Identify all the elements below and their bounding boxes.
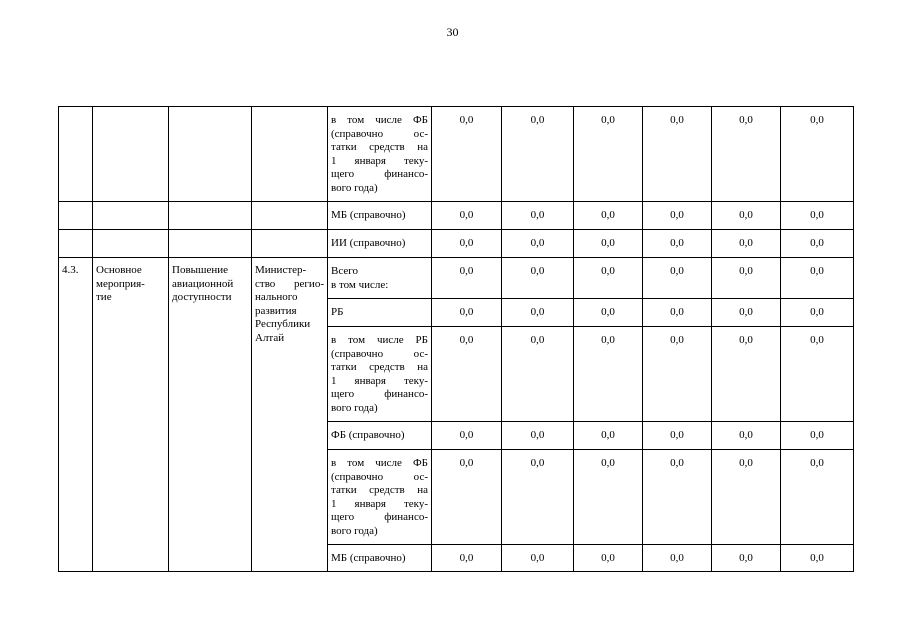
value-cell: 0,0 [712,422,781,450]
funding-source-cell: ИИ (справочно) [328,230,432,258]
value-cell: 0,0 [781,107,854,202]
value-cell: 0,0 [432,230,502,258]
item-number-cell [59,230,93,258]
source-line: 1 января теку- [331,497,428,510]
funding-source-cell: РБ [328,299,432,327]
value-cell: 0,0 [781,545,854,572]
executor-line: ство регио- [255,277,324,290]
value-cell: 0,0 [574,299,643,327]
executor-cell [252,230,328,258]
executor-cell [252,258,328,572]
item-type-line: тие [96,291,112,303]
source-line: (справочно ос- [331,127,428,140]
value-cell: 0,0 [432,545,502,572]
funding-source-cell [328,107,432,202]
value-cell: 0,0 [643,230,712,258]
item-name-line: Повышение [172,264,229,276]
value-cell: 0,0 [712,258,781,299]
value-cell: 0,0 [502,107,574,202]
funding-source-cell [328,258,432,299]
value-cell: 0,0 [574,327,643,422]
source-line: вого года) [331,401,378,414]
source-line: Всего [331,265,358,277]
value-cell: 0,0 [643,545,712,572]
item-type-cell [93,202,169,230]
value-cell: 0,0 [574,545,643,572]
value-cell: 0,0 [574,422,643,450]
executor-line: Министер- [255,264,307,276]
value-cell: 0,0 [432,107,502,202]
item-name-cell [169,202,252,230]
source-line: щего финансо- [331,168,428,180]
value-cell: 0,0 [712,299,781,327]
value-cell: 0,0 [574,450,643,545]
value-cell: 0,0 [643,202,712,230]
value-cell: 0,0 [712,545,781,572]
value-cell: 0,0 [432,258,502,299]
value-cell: 0,0 [781,299,854,327]
value-cell: 0,0 [502,299,574,327]
value-cell: 0,0 [574,202,643,230]
value-cell: 0,0 [643,422,712,450]
value-cell: 0,0 [712,327,781,422]
value-cell: 0,0 [643,299,712,327]
source-line: в том числе ФБ [331,114,428,126]
value-cell: 0,0 [712,450,781,545]
table-row [59,230,854,258]
value-cell: 0,0 [781,450,854,545]
source-line: в том числе: [331,278,389,291]
value-cell: 0,0 [432,422,502,450]
funding-source-cell: ФБ (справочно) [328,422,432,450]
funding-source-cell: МБ (справочно) [328,202,432,230]
item-type-line: Основное [96,264,142,276]
value-cell: 0,0 [712,230,781,258]
value-cell: 0,0 [643,107,712,202]
value-cell: 0,0 [781,230,854,258]
source-line: татки средств на [331,141,428,153]
source-line: щего финансо- [331,511,428,523]
value-cell: 0,0 [574,258,643,299]
value-cell: 0,0 [502,545,574,572]
value-cell: 0,0 [502,450,574,545]
funding-source-cell [328,450,432,545]
financing-table [58,106,854,572]
value-cell: 0,0 [643,450,712,545]
item-name-line: доступности [172,291,232,303]
item-type-cell [93,107,169,202]
source-line: вого года) [331,524,378,537]
item-type-cell [93,230,169,258]
item-number-cell [59,107,93,202]
item-name-cell [169,107,252,202]
item-type-line: мероприя- [96,277,145,290]
value-cell: 0,0 [643,258,712,299]
executor-line: развития [255,304,297,317]
item-name-cell [169,230,252,258]
source-line: вого года) [331,181,378,194]
table-row [59,258,854,299]
source-line: (справочно ос- [331,470,428,483]
page-number: 30 [446,25,459,39]
value-cell: 0,0 [574,107,643,202]
value-cell: 0,0 [781,422,854,450]
item-name-cell [169,258,252,572]
funding-source-cell: МБ (справочно) [328,545,432,572]
executor-line: нального [255,291,298,303]
item-name-line: авиационной [172,277,234,290]
funding-source-cell [328,327,432,422]
source-line: 1 января теку- [331,154,428,167]
value-cell: 0,0 [502,202,574,230]
value-cell: 0,0 [502,258,574,299]
value-cell: 0,0 [432,299,502,327]
item-number-cell [59,258,93,572]
table-row [59,107,854,202]
value-cell: 0,0 [781,327,854,422]
item-number: 4.3. [62,264,79,276]
source-line: щего финансо- [331,388,428,400]
source-line: татки средств на [331,361,428,373]
executor-cell [252,107,328,202]
executor-line: Алтай [255,331,285,344]
value-cell: 0,0 [712,202,781,230]
table-row [59,202,854,230]
value-cell: 0,0 [712,107,781,202]
item-number-cell [59,202,93,230]
value-cell: 0,0 [432,202,502,230]
value-cell: 0,0 [643,327,712,422]
value-cell: 0,0 [574,230,643,258]
value-cell: 0,0 [502,327,574,422]
source-line: (справочно ос- [331,347,428,360]
item-type-cell [93,258,169,572]
value-cell: 0,0 [781,202,854,230]
value-cell: 0,0 [432,327,502,422]
source-line: 1 января теку- [331,374,428,387]
source-line: татки средств на [331,484,428,496]
value-cell: 0,0 [502,422,574,450]
executor-cell [252,202,328,230]
value-cell: 0,0 [502,230,574,258]
value-cell: 0,0 [781,258,854,299]
value-cell: 0,0 [432,450,502,545]
source-line: в том числе ФБ [331,457,428,469]
executor-line: Республики [255,318,311,330]
source-line: в том числе РБ [331,334,428,346]
